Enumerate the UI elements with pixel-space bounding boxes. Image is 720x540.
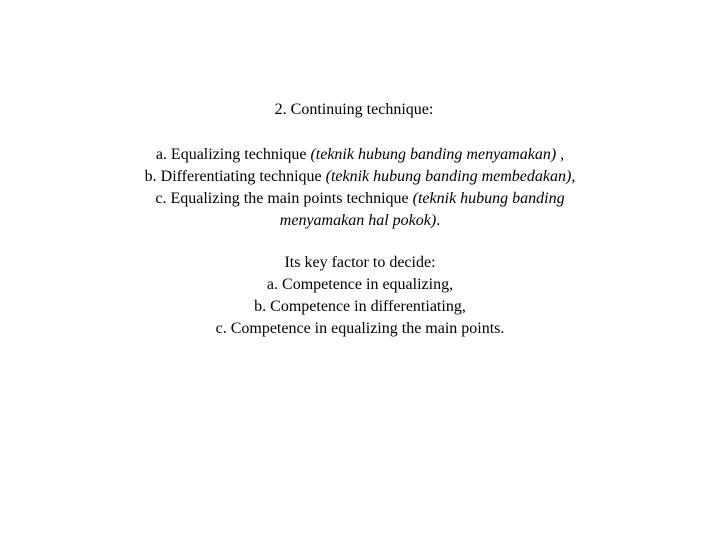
technique-b-label: b. Differentiating technique <box>144 168 326 185</box>
key-factor-item-b <box>0 296 720 318</box>
technique-a-term: (teknik hubung banding menyamakan) <box>310 146 557 163</box>
technique-item-c <box>0 188 720 210</box>
technique-c-suffix: . <box>436 212 441 229</box>
key-factor-c-text: c. Competence in equalizing the main points. <box>215 320 505 337</box>
key-factor-item-c <box>0 318 720 340</box>
key-factor-a-text: a. Competence in equalizing, <box>266 276 454 293</box>
technique-item-a <box>0 144 720 166</box>
key-factor-heading-text: Its key factor to decide: <box>284 254 436 271</box>
technique-item-c-continued <box>0 210 720 232</box>
key-factor-b-text: b. Competence in differentiating, <box>254 298 466 315</box>
section-heading-text: 2. Continuing technique: <box>274 101 434 118</box>
key-factor-heading <box>0 252 720 274</box>
technique-c-term-line1: (teknik hubung banding <box>412 190 565 207</box>
technique-item-b <box>0 166 720 188</box>
technique-a-label: a. Equalizing technique <box>155 146 311 163</box>
technique-c-label: c. Equalizing the main points technique <box>155 190 413 207</box>
section-heading <box>0 99 714 121</box>
technique-a-suffix: , <box>556 146 565 163</box>
key-factor-item-a <box>0 274 720 296</box>
technique-c-term-line2: menyamakan hal pokok) <box>279 212 437 229</box>
technique-b-term: (teknik hubung banding membedakan), <box>325 168 576 185</box>
